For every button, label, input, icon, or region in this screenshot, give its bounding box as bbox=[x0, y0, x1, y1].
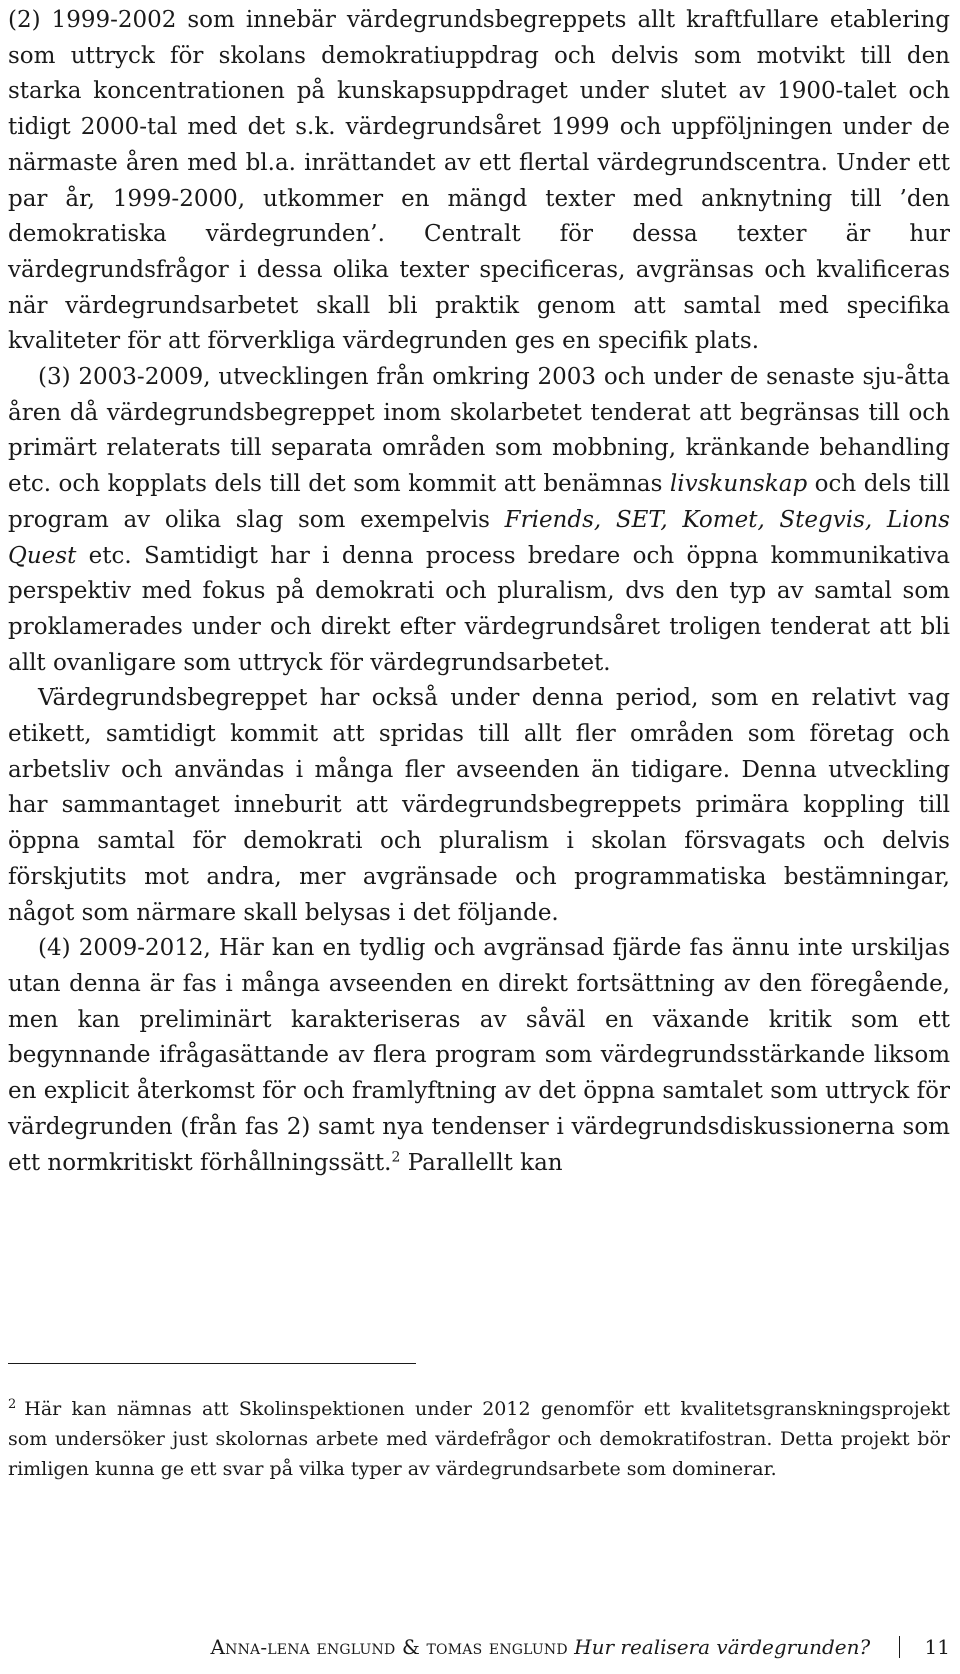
paragraph-phase-4 bbox=[8, 931, 950, 1181]
paragraph-phase-2 bbox=[8, 3, 950, 360]
paragraph-phase-3-text-a: (3) 2003-2009, utvecklingen från omkring 2003 och under de senaste sju-åtta åren då värdegrundsbegreppet inom skolarbetet tenderat att begränsas till och primärt relaterats till separata områden som mobbning, kränkande behandling etc. och kopplats dels till det som kommit att benämnas bbox=[8, 364, 950, 498]
footnote bbox=[8, 1394, 950, 1484]
footer-book-title: Hur realisera värdegrunden? bbox=[574, 1635, 871, 1659]
footer-authors: Anna-lena englund & tomas englund bbox=[210, 1635, 568, 1659]
main-text bbox=[8, 3, 950, 1181]
footnote-text: Här kan nämnas att Skolinspektionen under 2012 genomför ett kvalitetsgranskningsprojekt som undersöker just skolornas arbete med värdefrågor och demokratifostran. Detta projekt bör rimligen kunna ge ett svar på vilka typer av värdegrundsarbete som dominerar. bbox=[8, 1398, 950, 1480]
paragraph-vardegrund bbox=[8, 681, 950, 931]
footnote-divider bbox=[8, 1363, 416, 1364]
livskunskap-term: livskunskap bbox=[669, 471, 808, 498]
paragraph-phase-3-text-b: och dels till program av olika slag som exempelvis bbox=[8, 471, 950, 533]
footnote-reference[interactable]: 2 bbox=[391, 1148, 401, 1165]
paragraph-phase-3-text-c: etc. Samtidigt har i denna process bredare och öppna kommunikativa perspektiv med fokus på demokrati och pluralism, dvs den typ av samtal som proklamerades under och direkt efter värdegrundsåret troligen tenderat att bli allt ovanligare som uttryck för värdegrundsarbetet. bbox=[8, 542, 950, 676]
paragraph-phase-4-text: (4) 2009-2012, Här kan en tydlig och avgränsad fjärde fas ännu inte urskiljas utan denna är fas i många avseenden en direkt fortsättning av den föregående, men kan preliminärt karakteriseras av såväl en växande kritik som ett begynnande ifrågasättande av flera program som värdegrundsstärkande liksom en explicit återkomst för och framlyftning av det öppna samtalet som uttryck för värdegrunden (från fas 2) samt nya tendenser i värdegrundsdiskussionerna som ett normkritiskt förhållningssätt. bbox=[8, 935, 950, 1176]
page-number: 11 bbox=[924, 1635, 950, 1659]
footnote-number: 2 bbox=[8, 1396, 17, 1412]
page-footer bbox=[210, 1633, 950, 1661]
program-names: Friends, SET, Komet, Stegvis, Lions Quest bbox=[8, 506, 950, 569]
paragraph-phase-2-text: (2) 1999-2002 som innebär värdegrundsbegreppets allt kraftfullare etablering som uttryck för skolans demokratiuppdrag och delvis som motvikt till den starka koncentrationen på kunskapsuppdraget under slutet av 1900-talet och tidigt 2000-tal med det s.k. värdegrundsåret 1999 och uppföljningen under de närmaste åren med bl.a. inrättandet av ett flertal värdegrundscentra. Under ett par år, 1999-2000, utkommer en mängd texter med anknytning till ’den demokratiska värdegrunden’. Centralt för dessa texter är hur värdegrundsfrågor i dessa olika texter specificeras, avgränsas och kvalificeras när värdegrundsarbetet skall bli praktik genom att samtal med specifika kvaliteter för att förverkliga värdegrunden ges en specifik plats. bbox=[8, 7, 950, 355]
paragraph-vardegrund-text: Värdegrundsbegreppet har också under denna period, som en relativt vag etikett, samtidigt kommit att spridas till allt fler områden som företag och arbetsliv och användas i många fler avseenden än tidigare. Denna utveckling har sammantaget inneburit att värdegrundsbegreppets primära koppling till öppna samtal för demokrati och pluralism i skolan försvagats och delvis förskjutits mot andra, mer avgränsade och programmatiska bestämningar, något som närmare skall belysas i det följande. bbox=[8, 685, 950, 926]
paragraph-phase-4-continuation: Parallellt kan bbox=[400, 1149, 563, 1176]
footer-separator bbox=[899, 1636, 901, 1658]
paragraph-phase-3 bbox=[8, 360, 950, 681]
